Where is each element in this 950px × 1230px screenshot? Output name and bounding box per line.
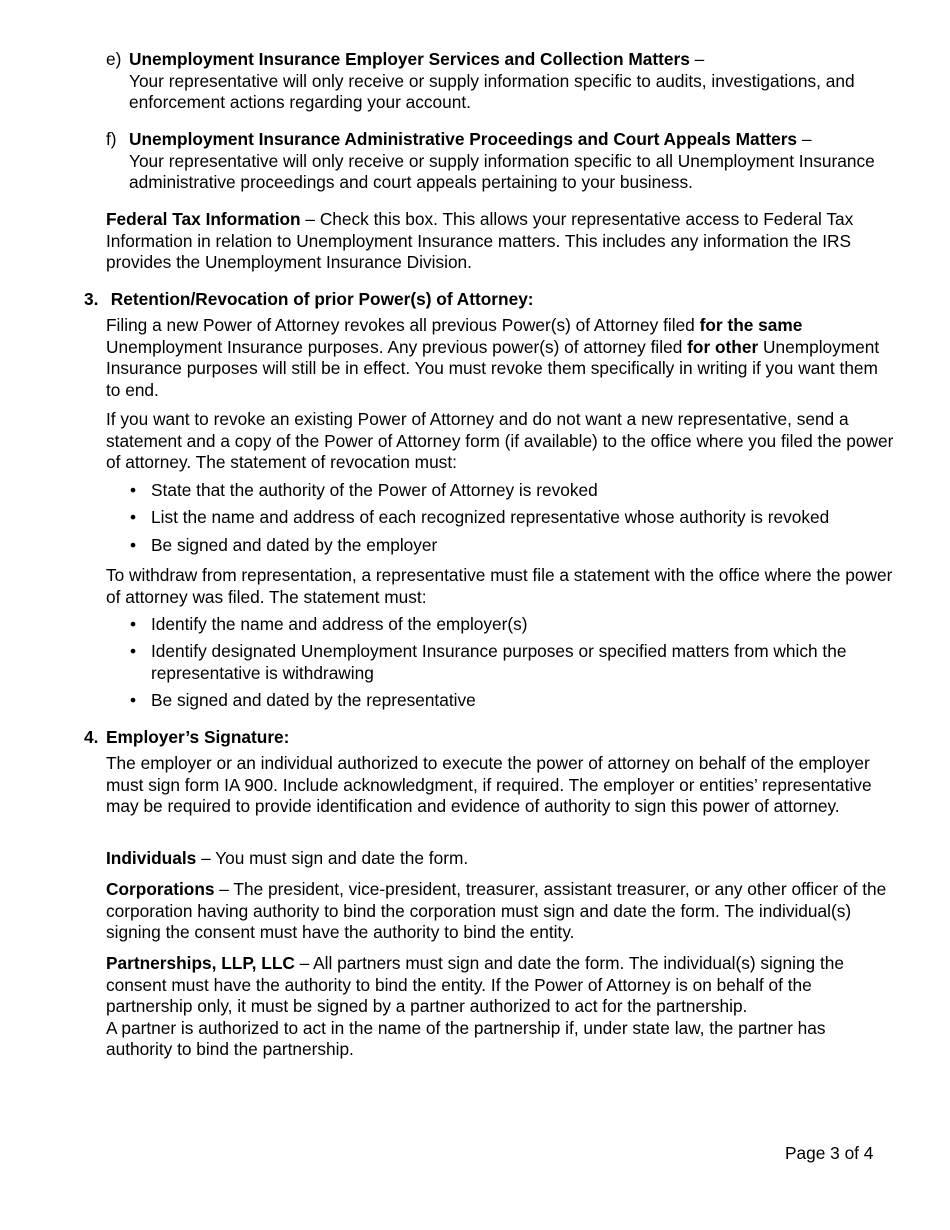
individuals-label: Individuals xyxy=(106,848,197,868)
section-number: 3. xyxy=(84,289,99,309)
list-item-e xyxy=(106,49,896,114)
bullet-icon: • xyxy=(130,614,137,634)
bullet-icon: • xyxy=(130,507,137,528)
list-item xyxy=(106,614,896,636)
bullet-icon: • xyxy=(130,480,137,500)
list-item-f xyxy=(106,129,896,194)
emphasis-text: for other xyxy=(687,336,759,357)
item-body: Your representative will only receive or supply information specific to all Unemployment Insurance administrative proceedings and court appeals pertaining to your business. xyxy=(129,150,875,193)
bullet-text: State that the authority of the Power of Attorney is revoked xyxy=(151,480,598,500)
partnerships-paragraph xyxy=(106,953,896,1061)
emphasis-text: for the same xyxy=(699,315,803,335)
federal-tax-paragraph xyxy=(106,209,896,274)
item-body: Your representative will only receive or supply information specific to audits, investigations, and enforcement actions regarding your account. xyxy=(129,70,855,113)
federal-tax-label: Federal Tax Information xyxy=(106,209,301,229)
page-number: Page 3 of 4 xyxy=(785,1143,874,1163)
withdrawal-requirements-list xyxy=(106,614,896,717)
item-dash: – xyxy=(689,49,705,69)
bullet-text: Be signed and dated by the employer xyxy=(151,534,438,555)
individuals-text: – You must sign and date the form. xyxy=(196,848,469,868)
individuals-paragraph xyxy=(106,848,896,870)
item-title: Unemployment Insurance Employer Services and Collection Matters xyxy=(129,49,690,69)
section-3-heading xyxy=(84,289,894,311)
item-marker: f) xyxy=(106,129,117,149)
partnerships-text-continued: A partner is authorized to act in the name of the partnership if, under state law, the partner has authority to bind the partnership. xyxy=(106,1017,826,1060)
partnerships-text: – All partners must sign and date the form. The individual(s) signing the consent must have the authority to bind the entity. If the Power of Attorney is on behalf of the partnership only, it must be signed by a partner authorized to act for the partnership. xyxy=(106,953,844,1017)
text-run: Unemployment Insurance purposes will still be in effect. You must revoke them specifically in writing if you want them to end. xyxy=(106,336,880,400)
text-run: Filing a new Power of Attorney revokes all previous Power(s) of Attorney filed xyxy=(106,315,700,335)
section-4-heading xyxy=(84,727,894,749)
section-title: Retention/Revocation of prior Power(s) of Attorney: xyxy=(106,289,534,309)
section-3-paragraph-2: If you want to revoke an existing Power of Attorney and do not want a new representative, send a statement and a copy of the Power of Attorney form (if available) to the office where you filed the power of attorney. The statement of revocation must: xyxy=(106,409,894,473)
item-marker: e) xyxy=(106,49,122,69)
section-3-paragraph-3: To withdraw from representation, a representative must file a statement with the office where the power of attorney was filed. The statement must: xyxy=(106,565,893,607)
bullet-text: List the name and address of each recognized representative whose authority is revoked xyxy=(151,507,830,528)
corporations-label: Corporations xyxy=(106,879,215,899)
text-run: Unemployment Insurance purposes. Any previous power(s) of attorney filed xyxy=(106,336,688,357)
list-item xyxy=(106,507,896,529)
list-item xyxy=(106,535,896,557)
section-3-paragraph-1 xyxy=(106,315,896,401)
bullet-icon: • xyxy=(130,690,137,711)
bullet-text: Be signed and dated by the representative xyxy=(151,690,476,711)
corporations-text: – The president, vice-president, treasurer, assistant treasurer, or any other officer of the corporation having authority to bind the corporation must sign and date the form. The individual(s) signing the consent must have the authority to bind the entity. xyxy=(106,879,887,943)
partnerships-label: Partnerships, LLP, LLC xyxy=(106,953,295,973)
federal-tax-text: – Check this box. This allows your representative access to Federal Tax Information in relation to Unemployment Insurance matters. This includes any information the IRS provides the Unemployment Insurance Division. xyxy=(106,209,854,273)
bullet-text: Identify the name and address of the employer(s) xyxy=(151,614,528,634)
item-title: Unemployment Insurance Administrative Proceedings and Court Appeals Matters xyxy=(129,129,798,149)
section-4-paragraph-1: The employer or an individual authorized to execute the power of attorney on behalf of the employer must sign form IA 900. Include acknowledgment, if required. The employer or entities’ representative may be required to provide identification and evidence of authority to sign this power of attorney. xyxy=(106,753,872,817)
revocation-requirements-list xyxy=(106,480,896,562)
section-number: 4. xyxy=(84,727,99,747)
bullet-text: Identify designated Unemployment Insurance purposes or specified matters from which the representative is withdrawing xyxy=(151,641,847,683)
item-dash: – xyxy=(797,129,812,149)
bullet-icon: • xyxy=(130,641,137,662)
list-item xyxy=(106,641,896,684)
corporations-paragraph xyxy=(106,879,896,944)
list-item xyxy=(106,480,896,502)
bullet-icon: • xyxy=(130,534,137,555)
list-item xyxy=(106,690,896,712)
section-title: Employer’s Signature: xyxy=(106,727,290,747)
